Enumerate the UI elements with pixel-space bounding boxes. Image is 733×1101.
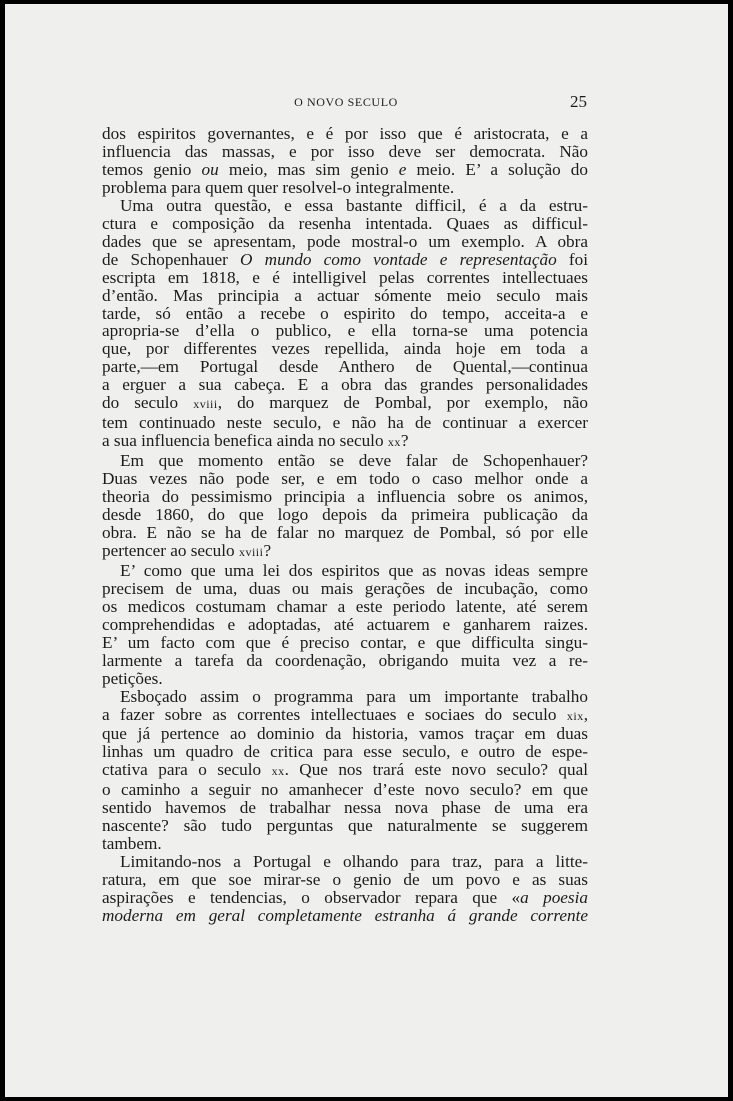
text-line xyxy=(102,161,588,179)
text-segment: ? xyxy=(263,540,272,560)
text-line xyxy=(102,616,588,634)
text-segment: Duas vezes não pode ser, e em todo o caso melhor onde a xyxy=(102,469,588,489)
text-segment: Uma outra questão, e essa bastante difficil, é a da estru- xyxy=(120,195,588,215)
text-segment: ratura, em que soe mirar-se o genio de um povo e as suas xyxy=(102,870,588,890)
text-segment: o caminho a seguir no amanhecer d’este novo seculo? em que xyxy=(102,780,588,800)
text-segment: a fazer sobre as correntes intellectuaes e sociaes do seculo xyxy=(102,704,567,724)
text-line xyxy=(102,652,588,670)
text-segment: aspirações e tendencias, o observador repara que « xyxy=(102,888,521,908)
text-line xyxy=(102,889,588,907)
text-segment: meio. E’ a solução do xyxy=(406,159,588,179)
text-line xyxy=(102,488,588,506)
text-line xyxy=(102,452,588,470)
text-line xyxy=(102,706,588,726)
text-line xyxy=(102,562,588,580)
text-line xyxy=(102,817,588,835)
text-segment: que já pertence ao dominio da historia, vamos traçar em duas xyxy=(102,724,588,744)
text-line xyxy=(102,197,588,215)
text-segment: E’ um facto com que é preciso contar, e que difficulta singu- xyxy=(102,632,588,652)
text-segment: Esboçado assim o programma para um importante trabalho xyxy=(120,686,588,706)
text-segment: tambem. xyxy=(102,834,162,854)
roman-numeral: xix xyxy=(566,708,584,723)
text-line xyxy=(102,394,588,414)
text-line xyxy=(102,542,588,562)
text-line xyxy=(102,743,588,761)
text-line xyxy=(102,358,588,376)
text-line xyxy=(102,524,588,542)
text-line xyxy=(102,179,588,197)
italic-text: ou xyxy=(201,159,219,179)
body-text xyxy=(102,125,588,925)
text-segment: linhas um quadro de critica para esse seculo, e outro de espe- xyxy=(102,742,588,762)
text-segment: tem continuado neste seculo, e não ha de continuar a exercer xyxy=(102,413,588,433)
text-line xyxy=(102,725,588,743)
text-segment: Em que momento então se deve falar de Schopenhauer? xyxy=(120,451,588,471)
text-segment: que, por differentes vezes repellida, ainda hoje em toda a xyxy=(102,339,588,359)
text-segment: de Schopenhauer xyxy=(102,249,241,269)
text-line xyxy=(102,125,588,143)
text-line xyxy=(102,506,588,524)
text-segment: apropria-se d’ella o publico, e ella torna-se uma potencia xyxy=(102,321,588,341)
text-segment: temos genio xyxy=(102,159,202,179)
text-segment: , do marquez de Pombal, por exemplo, não xyxy=(217,393,588,413)
text-line xyxy=(102,835,588,853)
text-line xyxy=(102,907,588,925)
text-segment: a sua influencia benefica ainda no seculo xyxy=(102,431,388,451)
text-segment: ctativa para o seculo xyxy=(102,760,272,780)
text-line xyxy=(102,376,588,394)
text-segment: os medicos costumam chamar a este periodo latente, até serem xyxy=(102,596,588,616)
text-line xyxy=(102,251,588,269)
roman-numeral: xx xyxy=(271,764,285,779)
book-page xyxy=(5,4,728,1097)
text-segment: theoria do pessimismo principia a influencia sobre os animos, xyxy=(102,487,588,507)
text-segment: desde 1860, do que logo depois da primeira publicação da xyxy=(102,505,588,525)
roman-numeral: xx xyxy=(387,435,401,450)
text-line xyxy=(102,871,588,889)
text-line xyxy=(102,799,588,817)
text-segment: , xyxy=(583,704,588,724)
italic-text: O mundo como vontade e representação xyxy=(240,249,557,269)
text-segment: parte,—em Portugal desde Anthero de Quental,—continua xyxy=(102,357,588,377)
text-line xyxy=(102,340,588,358)
page-number: 25 xyxy=(570,92,587,111)
text-line xyxy=(102,853,588,871)
text-segment: precisem de uma, duas ou mais gerações de incubação, como xyxy=(102,578,588,598)
text-segment: foi xyxy=(556,249,588,269)
text-line xyxy=(102,322,588,340)
text-segment: ctura e composição da resenha intentada. Quaes as difficul- xyxy=(102,213,588,233)
text-segment: petições. xyxy=(102,668,163,688)
text-segment: nascente? são tudo perguntas que naturalmente se suggerem xyxy=(102,816,588,836)
text-segment: obra. E não se ha de falar no marquez de Pombal, só por elle xyxy=(102,522,588,542)
text-segment: dos espiritos governantes, e é por isso que é aristocrata, e a xyxy=(102,124,588,143)
text-line xyxy=(102,269,588,287)
text-line xyxy=(102,598,588,616)
italic-text: e xyxy=(398,159,407,179)
text-segment: tarde, só então a recebe o espirito do tempo, acceita-a e xyxy=(102,303,588,323)
text-segment: do seculo xyxy=(102,393,194,413)
text-line xyxy=(102,670,588,688)
text-line xyxy=(102,688,588,706)
text-segment: a erguer a sua cabeça. E a obra das grandes personalidades xyxy=(102,375,588,395)
text-line xyxy=(102,634,588,652)
text-segment: influencia das massas, e por isso deve ser democrata. Não xyxy=(102,141,588,161)
text-line xyxy=(102,143,588,161)
text-line xyxy=(102,432,588,452)
running-title: O NOVO SECULO xyxy=(294,95,398,109)
text-segment: . Que nos trará este novo seculo? qual xyxy=(284,760,588,780)
text-line xyxy=(102,580,588,598)
text-segment: d’então. Mas principia a actuar sómente meio seculo mais xyxy=(102,285,588,305)
text-segment: sentido havemos de trabalhar nessa nova phase de uma era xyxy=(102,798,588,818)
text-segment: pertencer ao seculo xyxy=(102,540,239,560)
roman-numeral: xviii xyxy=(238,544,264,559)
text-line xyxy=(102,470,588,488)
page-header xyxy=(105,92,587,112)
text-line xyxy=(102,781,588,799)
text-segment: Limitando-nos a Portugal e olhando para traz, para a litte- xyxy=(120,852,588,872)
text-segment: E’ como que uma lei dos espiritos que as novas ideas sempre xyxy=(120,560,588,580)
text-segment: larmente a tarefa da coordenação, obrigando muita vez a re- xyxy=(102,650,588,670)
text-line xyxy=(102,761,588,781)
text-line xyxy=(102,215,588,233)
text-line xyxy=(102,305,588,323)
text-segment: meio, mas sim genio xyxy=(218,159,399,179)
text-segment: dades que se apresentam, pode mostral-o um exemplo. A obra xyxy=(102,231,588,251)
text-segment: ? xyxy=(400,431,409,451)
text-segment: problema para quem quer resolvel-o integralmente. xyxy=(102,177,455,197)
roman-numeral: xviii xyxy=(193,397,218,412)
text-line xyxy=(102,233,588,251)
text-line xyxy=(102,287,588,305)
text-segment: escripta em 1818, e é intelligivel pelas correntes intellectuaes xyxy=(102,267,588,287)
italic-text: moderna em geral completamente estranha á grande corrente xyxy=(102,905,588,925)
text-line xyxy=(102,414,588,432)
text-segment: comprehendidas e adoptadas, até actuarem e ganharem raizes. xyxy=(102,614,588,634)
italic-text: a poesia xyxy=(520,888,588,908)
